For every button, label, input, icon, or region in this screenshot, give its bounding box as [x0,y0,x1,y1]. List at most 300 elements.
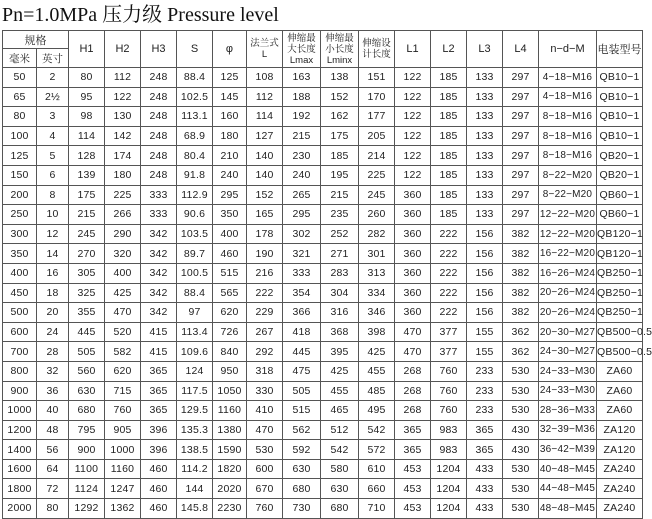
cell-l4: 530 [503,361,539,381]
cell-lmin: 271 [321,244,359,264]
cell-size-inch: 48 [37,420,69,440]
cell-design-length: 425 [359,342,395,362]
cell-s: 91.8 [177,165,213,185]
cell-h2: 130 [105,107,141,127]
cell-ndm: 40−48−M45 [539,459,597,479]
header-mm: 毫米 [3,49,37,68]
cell-l3: 156 [467,263,503,283]
cell-size-inch: 20 [37,303,69,323]
cell-l1: 360 [395,224,431,244]
cell-l4: 297 [503,165,539,185]
cell-l3: 156 [467,283,503,303]
cell-design-length: 151 [359,68,395,88]
cell-l2: 185 [431,87,467,107]
cell-size-inch: 64 [37,459,69,479]
cell-model: QB10−1 [597,107,643,127]
cell-dn-mm: 150 [3,165,37,185]
cell-h3: 248 [141,68,177,88]
cell-lmax: 321 [283,244,321,264]
cell-lmin: 395 [321,342,359,362]
cell-h3: 342 [141,224,177,244]
table-row [3,361,643,381]
header-model: 电装型号 [597,31,643,68]
cell-l3: 233 [467,381,503,401]
cell-ndm: 8−18−M16 [539,107,597,127]
cell-l2: 983 [431,440,467,460]
cell-lmax: 366 [283,303,321,323]
cell-h2: 582 [105,342,141,362]
cell-dn-mm: 125 [3,146,37,166]
cell-lmax: 265 [283,185,321,205]
cell-design-length: 455 [359,361,395,381]
cell-phi: 125 [213,68,247,88]
cell-flange-l: 330 [247,381,283,401]
cell-lmin: 235 [321,205,359,225]
cell-dn-mm: 250 [3,205,37,225]
cell-design-length: 245 [359,185,395,205]
cell-h3: 342 [141,283,177,303]
cell-ndm: 24−33−M30 [539,381,597,401]
cell-ndm: 24−30−M27 [539,342,597,362]
cell-h2: 520 [105,322,141,342]
cell-dn-mm: 1400 [3,440,37,460]
cell-flange-l: 152 [247,185,283,205]
cell-lmin: 138 [321,68,359,88]
table-row [3,479,643,499]
cell-l2: 185 [431,126,467,146]
cell-lmax: 215 [283,126,321,146]
cell-h2: 620 [105,361,141,381]
cell-h1: 80 [69,68,105,88]
cell-l2: 222 [431,224,467,244]
cell-lmax: 295 [283,205,321,225]
cell-l2: 760 [431,401,467,421]
cell-ndm: 48−48−M45 [539,499,597,519]
cell-l2: 222 [431,303,467,323]
cell-h3: 415 [141,322,177,342]
cell-model: ZA60 [597,381,643,401]
cell-ndm: 8−22−M20 [539,165,597,185]
cell-l2: 185 [431,165,467,185]
cell-lmax: 475 [283,361,321,381]
cell-size-inch: 80 [37,499,69,519]
header-phi: φ [213,31,247,68]
cell-design-length: 313 [359,263,395,283]
cell-l3: 156 [467,244,503,264]
cell-size-inch: 56 [37,440,69,460]
cell-h1: 95 [69,87,105,107]
cell-h2: 112 [105,68,141,88]
header-ndm: n−d−M [539,31,597,68]
cell-lmin: 185 [321,146,359,166]
cell-design-length: 495 [359,401,395,421]
cell-flange-l: 114 [247,107,283,127]
header-flange-l: 法兰式 L [247,31,283,68]
cell-lmax: 680 [283,479,321,499]
cell-s: 97 [177,303,213,323]
table-header [3,31,643,68]
cell-l3: 133 [467,165,503,185]
cell-lmin: 304 [321,283,359,303]
cell-lmax: 333 [283,263,321,283]
cell-h1: 900 [69,440,105,460]
table-row [3,342,643,362]
table-row [3,459,643,479]
cell-l2: 185 [431,185,467,205]
cell-h1: 245 [69,224,105,244]
cell-lmin: 195 [321,165,359,185]
cell-l2: 222 [431,263,467,283]
cell-s: 135.3 [177,420,213,440]
cell-l3: 156 [467,224,503,244]
cell-dn-mm: 400 [3,263,37,283]
cell-l2: 760 [431,361,467,381]
cell-h1: 305 [69,263,105,283]
cell-l2: 377 [431,322,467,342]
cell-ndm: 12−22−M20 [539,224,597,244]
header-s: S [177,31,213,68]
header-lmin: 伸缩最小长度 Lminx [321,31,359,68]
cell-ndm: 12−22−M20 [539,205,597,225]
cell-flange-l: 760 [247,499,283,519]
cell-l2: 1204 [431,499,467,519]
cell-l3: 133 [467,185,503,205]
cell-design-length: 177 [359,107,395,127]
cell-l2: 1204 [431,459,467,479]
cell-l1: 453 [395,479,431,499]
cell-flange-l: 267 [247,322,283,342]
cell-model: QB10−1 [597,126,643,146]
cell-ndm: 16−22−M20 [539,244,597,264]
cell-size-inch: 3 [37,107,69,127]
cell-s: 144 [177,479,213,499]
cell-h1: 128 [69,146,105,166]
cell-size-inch: 6 [37,165,69,185]
cell-l3: 233 [467,401,503,421]
cell-l2: 983 [431,420,467,440]
cell-lmax: 418 [283,322,321,342]
cell-s: 138.5 [177,440,213,460]
cell-model: QB250−1 [597,263,643,283]
cell-l1: 360 [395,244,431,264]
table-row [3,165,643,185]
cell-l4: 382 [503,244,539,264]
cell-h1: 505 [69,342,105,362]
cell-h1: 630 [69,381,105,401]
cell-l4: 430 [503,440,539,460]
cell-l2: 222 [431,283,467,303]
table-row [3,68,643,88]
cell-phi: 2230 [213,499,247,519]
cell-ndm: 20−26−M24 [539,283,597,303]
cell-h1: 795 [69,420,105,440]
cell-flange-l: 127 [247,126,283,146]
cell-lmax: 445 [283,342,321,362]
table-row [3,146,643,166]
cell-h3: 342 [141,303,177,323]
cell-l3: 233 [467,361,503,381]
cell-h1: 114 [69,126,105,146]
cell-l4: 382 [503,224,539,244]
cell-phi: 295 [213,185,247,205]
cell-lmax: 230 [283,146,321,166]
cell-flange-l: 222 [247,283,283,303]
cell-size-inch: 14 [37,244,69,264]
cell-h3: 248 [141,87,177,107]
cell-lmin: 162 [321,107,359,127]
cell-h3: 365 [141,361,177,381]
cell-size-inch: 16 [37,263,69,283]
cell-phi: 620 [213,303,247,323]
cell-flange-l: 600 [247,459,283,479]
cell-s: 88.4 [177,283,213,303]
cell-l4: 297 [503,185,539,205]
header-lmax: 伸缩最大长度 Lmax [283,31,321,68]
cell-h3: 460 [141,479,177,499]
cell-h2: 425 [105,283,141,303]
cell-l1: 453 [395,499,431,519]
cell-s: 145.8 [177,499,213,519]
cell-h3: 342 [141,244,177,264]
header-design-length: 伸缩设计长度 [359,31,395,68]
cell-lmin: 252 [321,224,359,244]
cell-l4: 530 [503,381,539,401]
cell-l1: 365 [395,440,431,460]
cell-l1: 360 [395,185,431,205]
cell-flange-l: 165 [247,205,283,225]
cell-phi: 1160 [213,401,247,421]
cell-s: 103.5 [177,224,213,244]
cell-flange-l: 229 [247,303,283,323]
cell-model: QB10−1 [597,68,643,88]
cell-dn-mm: 1600 [3,459,37,479]
cell-h3: 333 [141,185,177,205]
cell-l4: 297 [503,205,539,225]
table-row [3,499,643,519]
cell-l4: 530 [503,499,539,519]
cell-dn-mm: 65 [3,87,37,107]
cell-dn-mm: 1200 [3,420,37,440]
cell-size-inch: 36 [37,381,69,401]
cell-l1: 268 [395,361,431,381]
cell-l2: 222 [431,244,467,264]
header-h2: H2 [105,31,141,68]
cell-l4: 382 [503,283,539,303]
cell-l3: 155 [467,342,503,362]
cell-l2: 377 [431,342,467,362]
cell-s: 114.2 [177,459,213,479]
cell-ndm: 8−18−M16 [539,126,597,146]
cell-phi: 515 [213,263,247,283]
cell-model: QB120−1 [597,244,643,264]
cell-model: QB20−1 [597,146,643,166]
cell-lmax: 505 [283,381,321,401]
cell-dn-mm: 80 [3,107,37,127]
cell-lmin: 152 [321,87,359,107]
cell-h1: 270 [69,244,105,264]
cell-size-inch: 18 [37,283,69,303]
cell-l1: 122 [395,126,431,146]
cell-l1: 122 [395,87,431,107]
cell-phi: 2020 [213,479,247,499]
cell-model: ZA60 [597,361,643,381]
cell-h2: 225 [105,185,141,205]
cell-s: 68.9 [177,126,213,146]
cell-h1: 445 [69,322,105,342]
table-row [3,185,643,205]
cell-lmax: 562 [283,420,321,440]
cell-l1: 360 [395,205,431,225]
table-row [3,224,643,244]
cell-dn-mm: 800 [3,361,37,381]
cell-lmax: 592 [283,440,321,460]
cell-model: QB250−1 [597,303,643,323]
cell-h2: 1160 [105,459,141,479]
cell-l4: 297 [503,146,539,166]
cell-lmax: 630 [283,459,321,479]
cell-design-length: 542 [359,420,395,440]
cell-dn-mm: 1800 [3,479,37,499]
cell-s: 100.5 [177,263,213,283]
cell-l3: 365 [467,440,503,460]
cell-dn-mm: 1000 [3,401,37,421]
table-body [3,68,652,519]
cell-h3: 460 [141,499,177,519]
cell-phi: 950 [213,361,247,381]
table-row [3,263,643,283]
cell-l4: 297 [503,68,539,88]
cell-dn-mm: 2000 [3,499,37,519]
cell-lmin: 580 [321,459,359,479]
cell-model: QB60−1 [597,205,643,225]
cell-l4: 430 [503,420,539,440]
cell-h3: 333 [141,205,177,225]
table-row [3,283,643,303]
cell-h1: 355 [69,303,105,323]
cell-design-length: 260 [359,205,395,225]
cell-l4: 530 [503,479,539,499]
cell-phi: 160 [213,107,247,127]
cell-lmin: 175 [321,126,359,146]
cell-h1: 560 [69,361,105,381]
cell-h1: 175 [69,185,105,205]
cell-dn-mm: 600 [3,322,37,342]
cell-l4: 382 [503,303,539,323]
cell-h2: 1362 [105,499,141,519]
cell-l1: 360 [395,283,431,303]
cell-phi: 180 [213,126,247,146]
cell-h2: 470 [105,303,141,323]
cell-h2: 320 [105,244,141,264]
cell-size-inch: 24 [37,322,69,342]
cell-l1: 268 [395,381,431,401]
cell-ndm: 4−18−M16 [539,87,597,107]
cell-model: ZA240 [597,479,643,499]
table-row [3,381,643,401]
cell-h3: 396 [141,440,177,460]
cell-design-length: 710 [359,499,395,519]
cell-l3: 155 [467,322,503,342]
cell-s: 124 [177,361,213,381]
cell-lmin: 283 [321,263,359,283]
cell-design-length: 214 [359,146,395,166]
cell-ndm: 20−30−M27 [539,322,597,342]
header-h1: H1 [69,31,105,68]
cell-h3: 415 [141,342,177,362]
cell-flange-l: 178 [247,224,283,244]
cell-model: ZA60 [597,401,643,421]
cell-phi: 565 [213,283,247,303]
cell-flange-l: 470 [247,420,283,440]
cell-model: QB60−1 [597,185,643,205]
cell-ndm: 8−18−M16 [539,146,597,166]
cell-model: QB120−1 [597,224,643,244]
cell-phi: 1380 [213,420,247,440]
cell-h2: 715 [105,381,141,401]
cell-l1: 122 [395,107,431,127]
table-row [3,205,643,225]
cell-l2: 185 [431,107,467,127]
cell-h3: 248 [141,107,177,127]
header-inch: 英寸 [37,49,69,68]
cell-lmin: 215 [321,185,359,205]
cell-dn-mm: 50 [3,68,37,88]
cell-h3: 248 [141,126,177,146]
cell-dn-mm: 350 [3,244,37,264]
cell-lmin: 630 [321,479,359,499]
cell-phi: 840 [213,342,247,362]
cell-s: 80.4 [177,146,213,166]
cell-model: QB500−0.5 [597,322,643,342]
cell-lmin: 680 [321,499,359,519]
cell-flange-l: 216 [247,263,283,283]
cell-design-length: 485 [359,381,395,401]
cell-size-inch: 10 [37,205,69,225]
cell-flange-l: 140 [247,146,283,166]
cell-dn-mm: 300 [3,224,37,244]
cell-phi: 1590 [213,440,247,460]
cell-dn-mm: 700 [3,342,37,362]
cell-model: ZA240 [597,499,643,519]
cell-model: ZA120 [597,440,643,460]
header-spec: 规格 [3,31,69,49]
cell-h3: 396 [141,420,177,440]
cell-l3: 133 [467,126,503,146]
cell-lmin: 455 [321,381,359,401]
cell-lmin: 425 [321,361,359,381]
cell-design-length: 610 [359,459,395,479]
cell-lmax: 163 [283,68,321,88]
cell-design-length: 170 [359,87,395,107]
cell-h2: 180 [105,165,141,185]
cell-l2: 185 [431,68,467,88]
cell-ndm: 16−26−M24 [539,263,597,283]
cell-lmax: 302 [283,224,321,244]
cell-l3: 433 [467,479,503,499]
cell-lmin: 542 [321,440,359,460]
cell-h1: 215 [69,205,105,225]
cell-s: 109.6 [177,342,213,362]
cell-size-inch: 32 [37,361,69,381]
cell-l1: 268 [395,401,431,421]
cell-h2: 290 [105,224,141,244]
table-row [3,126,643,146]
cell-l3: 365 [467,420,503,440]
cell-model: QB10−1 [597,87,643,107]
header-l1: L1 [395,31,431,68]
cell-ndm: 32−39−M36 [539,420,597,440]
cell-h2: 142 [105,126,141,146]
